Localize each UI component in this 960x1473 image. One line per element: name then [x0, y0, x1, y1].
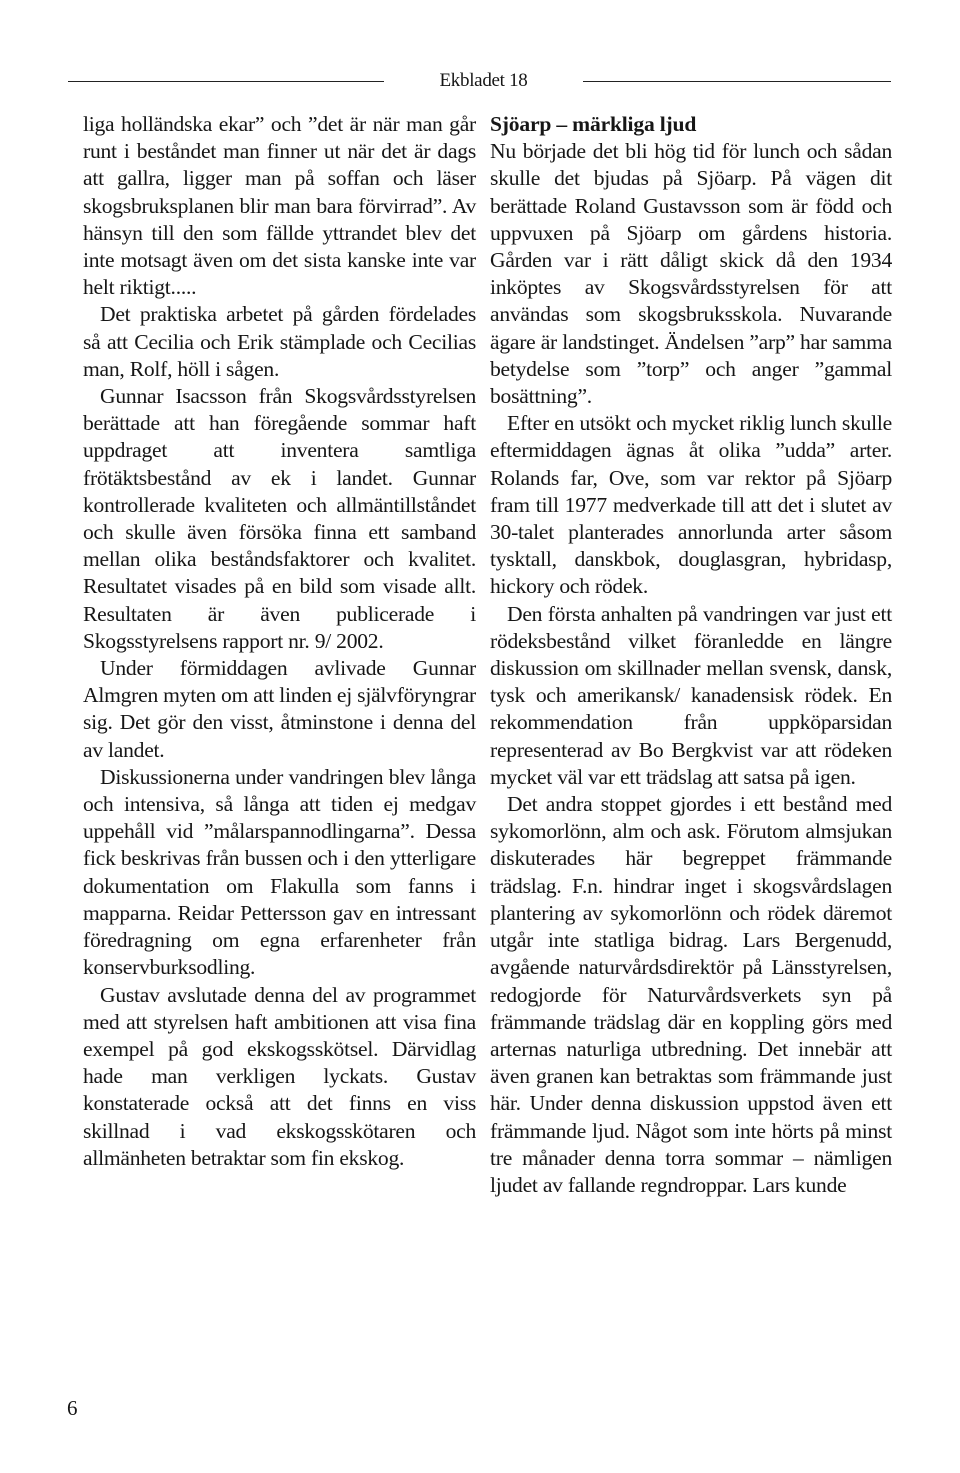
header-rule-left	[68, 81, 384, 82]
section-heading: Sjöarp – märkliga ljud	[490, 112, 697, 136]
right-column	[490, 111, 892, 1199]
paragraph: Efter en utsökt och mycket riklig lunch skulle eftermiddagen ägnas åt olika ”udda” arter. Rolands far, Ove, som var rektor på Sjöarp fram till 1977 medverkade till att det i slutet av 30-talet planterades annorlunda arter såsom tysktall, danskbok, douglasgran, hybridasp, hickory och rödek.	[490, 411, 892, 599]
paragraph: Nu började det bli hög tid för lunch och sådan skulle det bjudas på Sjöarp. På vägen dit berättade Roland Gustavsson som är född och uppvuxen på Sjöarp om gårdens historia. Gården var i rätt dåligt skick då den 1934 inköptes av Skogsvårdsstyrelsen för att användas som skogsbruksskola. Nuvarande ägare är landstinget. Ändelsen ”arp” har samma betydelse som ”torp” och anger ”gammal bosättning”.	[490, 139, 892, 409]
page-number: 6	[67, 1396, 78, 1420]
paragraph: Under förmiddagen avlivade Gunnar Almgren myten om att linden ej självföryngrar sig. Det gör den visst, åtminstone i denna del av landet.	[83, 656, 476, 762]
paragraph: Gunnar Isacsson från Skogsvårdsstyrelsen berättade att han föregående sommar haft uppdraget att inventera samtliga frötäktsbestånd av ek i landet. Gunnar kontrollerade kvaliteten och allmäntillståndet och skulle även försöka finna ett samband mellan olika beståndsfaktorer och kvalitet. Resultatet visades på en bild som visade allt. Resultaten är även publicerade i Skogsstyrelsens rapport nr. 9/ 2002.	[83, 384, 476, 653]
paragraph: Den första anhalten på vandringen var just ett rödeksbestånd vilket föranledde en längre diskussion om skillnader mellan svensk, dansk, tysk och amerikansk/ kanadensisk rödek. En rekommendation från uppköparsidan representerad av Bo Bergkvist var att rödeken mycket väl var ett trädslag att satsa på igen.	[490, 601, 892, 789]
running-head: Ekbladet 18	[439, 70, 528, 91]
left-column	[83, 111, 476, 1172]
paragraph: Gustav avslutade denna del av programmet med att styrelsen haft ambitionen att visa fina exempel på god ekskogsskötsel. Därvidlag hade man verkligen lyckats. Gustav konstaterade också att det finns en viss skillnad i vad ekskogsskötaren och allmänheten betraktar som fin ekskog.	[83, 982, 476, 1170]
header-rule-right	[583, 81, 891, 82]
paragraph: Diskussionerna under vandringen blev långa och intensiva, så långa att tiden ej medgav uppehåll vid ”målarspannodlingarna”. Dessa fick beskrivas från bussen och i den ytterligare dokumentation om Flakulla som fanns i mapparna. Reidar Pettersson gav en intressant föredragning om egna erfarenheter från konservburksodling.	[83, 764, 476, 980]
paragraph: Det praktiska arbetet på gården fördelades så att Cecilia och Erik stämplade och Cecilias man, Rolf, höll i sågen.	[83, 302, 476, 381]
paragraph: liga holländska ekar” och ”det är när man går runt i beståndet man finner ut när det är dags att gallra, ligger man på soffan och läser skogsbruksplanen blir man bara förvirrad”. Av hänsyn till den som fällde yttrandet blev det inte motsagt även om det sista kanske inte var helt riktigt.....	[83, 112, 476, 300]
paragraph: Det andra stoppet gjordes i ett bestånd med sykomorlönn, alm och ask. Förutom almsjukan diskuterades här begreppet främmande trädslag. F.n. hindrar inget i skogsvårdslagen plantering av sykomorlönn och rödek däremot utgår inte statliga bidrag. Lars Bergenudd, avgående naturvårdsdirektör på Länsstyrelsen, redogjorde för Naturvårdsverkets syn på främmande trädslag där en koppling görs med arternas naturliga utbredning. Det innebär att även granen kan betraktas som främmande just här. Under denna diskussion uppstod även ett främmande ljud. Något som inte hörts på minst tre månader denna torra sommar – nämligen ljudet av fallande regndroppar. Lars kunde	[490, 792, 892, 1197]
